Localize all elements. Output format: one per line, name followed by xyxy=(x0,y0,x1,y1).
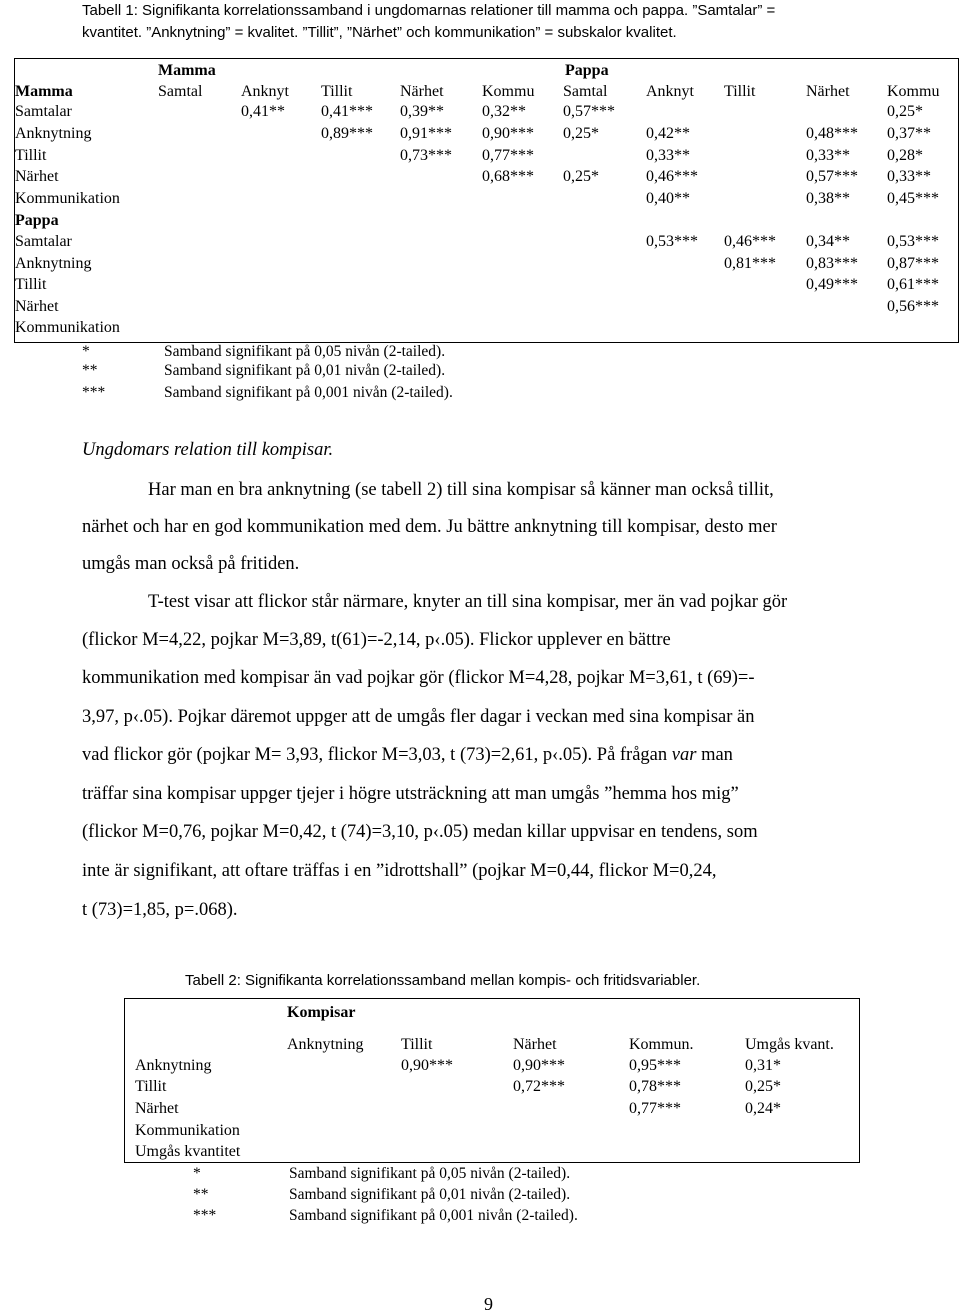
table1-caption-line2: kvantitet. ”Anknytning” = kvalitet. ”Tillit”, ”Närhet” och kommunikation” = subskalor kvalitet. xyxy=(82,24,677,41)
table1-cell: 0,45*** xyxy=(887,190,939,207)
paragraph-text: (flickor M=0,76, pojkar M=0,42, t (74)=3,10, p‹.05) medan killar uppvisar en tendens, som xyxy=(82,822,758,842)
table2-note-text: Samband signifikant på 0,001 nivån (2-tailed). xyxy=(289,1207,578,1224)
table1-row-label: Samtalar xyxy=(15,103,72,120)
table2-row-label: Kommunikation xyxy=(135,1122,240,1139)
table1-row-label: Anknytning xyxy=(15,255,92,272)
table1-cell: 0,33** xyxy=(646,147,690,164)
table1-cell: 0,38** xyxy=(806,190,850,207)
table1-note-symbol: *** xyxy=(82,384,106,401)
table1-cell: 0,53*** xyxy=(887,233,939,250)
paragraph-line: umgås man också på fritiden. xyxy=(82,554,300,574)
table1-row-label: Tillit xyxy=(15,147,47,164)
table2-bottom-border xyxy=(124,1162,860,1163)
table1-section-pappa: Pappa xyxy=(15,212,59,229)
table1-cell: 0,33** xyxy=(806,147,850,164)
table1-cell: 0,28* xyxy=(887,147,923,164)
table2-cell: 0,72*** xyxy=(513,1078,565,1095)
table1-cell: 0,89*** xyxy=(321,125,373,142)
table1-cell: 0,77*** xyxy=(482,147,534,164)
table1-row-label: Tillit xyxy=(15,276,47,293)
table1-row-label: Samtalar xyxy=(15,233,72,250)
table2-cell: 0,31* xyxy=(745,1057,781,1074)
table2-note-symbol: * xyxy=(193,1165,201,1182)
table2-note-symbol: *** xyxy=(193,1207,217,1224)
paragraph-line xyxy=(148,591,787,613)
table1-cell: 0,53*** xyxy=(646,233,698,250)
table2-cell: 0,95*** xyxy=(629,1057,681,1074)
table1-group-mamma: Mamma xyxy=(158,62,216,79)
table1-bottom-border xyxy=(14,342,959,343)
paragraph-line: närhet och har en god kommunikation med dem. Ju bättre anknytning till kompisar, desto mer xyxy=(82,517,777,537)
paragraph-line xyxy=(82,899,238,921)
paragraph-text: t (73)=1,85, p=.068). xyxy=(82,900,238,920)
paragraph-line xyxy=(82,821,758,843)
paragraph-line xyxy=(82,860,716,882)
table2-caption: Tabell 2: Signifikanta korrelationssamband mellan kompis- och fritidsvariabler. xyxy=(185,972,701,989)
paragraph-line: Har man en bra anknytning (se tabell 2) till sina kompisar så känner man också tillit, xyxy=(148,480,774,500)
table2-note-text: Samband signifikant på 0,01 nivån (2-tailed). xyxy=(289,1186,571,1203)
table1-column-header: Tillit xyxy=(321,83,353,100)
table1-right-border xyxy=(958,58,959,343)
table1-note-text: Samband signifikant på 0,01 nivån (2-tailed). xyxy=(164,362,446,379)
table1-note-symbol: * xyxy=(82,343,90,360)
table1-cell: 0,68*** xyxy=(482,168,534,185)
table1-cell: 0,56*** xyxy=(887,298,939,315)
section-heading: Ungdomars relation till kompisar. xyxy=(82,440,334,460)
table1-column-header: Kommu xyxy=(482,83,535,100)
table1-cell: 0,57*** xyxy=(806,168,858,185)
table1-cell: 0,83*** xyxy=(806,255,858,272)
table1-column-header: Samtal xyxy=(563,83,608,100)
table1-row-label: Anknytning xyxy=(15,125,92,142)
table2-group-kompisar: Kompisar xyxy=(287,1004,356,1021)
table2-cell: 0,25* xyxy=(745,1078,781,1095)
table1-cell: 0,25* xyxy=(563,125,599,142)
table1-section-mamma: Mamma xyxy=(15,83,73,100)
table2-column-header: Kommun. xyxy=(629,1036,694,1053)
table2-row-label: Närhet xyxy=(135,1100,179,1117)
table1-cell: 0,40** xyxy=(646,190,690,207)
table2-column-header: Anknytning xyxy=(287,1036,364,1053)
table1-cell: 0,41*** xyxy=(321,103,373,120)
table1-cell: 0,87*** xyxy=(887,255,939,272)
paragraph-text: inte är signifikant, att oftare träffas i en ”idrottshall” (pojkar M=0,44, flickor M=0,24, xyxy=(82,861,717,881)
table1-cell: 0,33** xyxy=(887,168,931,185)
table1-row-label: Kommunikation xyxy=(15,319,120,336)
table1-cell: 0,34** xyxy=(806,233,850,250)
paragraph-text: kommunikation med kompisar än vad pojkar gör (flickor M=4,28, pojkar M=3,61, t (69)=- xyxy=(82,668,755,688)
table2-cell: 0,78*** xyxy=(629,1078,681,1095)
table2-cell: 0,77*** xyxy=(629,1100,681,1117)
table1-cell: 0,90*** xyxy=(482,125,534,142)
table1-row-label: Närhet xyxy=(15,168,59,185)
table2-right-border xyxy=(859,998,860,1163)
table1-cell: 0,42** xyxy=(646,125,690,142)
table2-row-label: Tillit xyxy=(135,1078,167,1095)
paragraph-text: träffar sina kompisar uppger tjejer i högre utsträckning att man umgås ”hemma hos mig” xyxy=(82,784,739,804)
table1-column-header: Kommu xyxy=(887,83,940,100)
table1-cell: 0,73*** xyxy=(400,147,452,164)
table1-caption xyxy=(82,0,942,44)
table1-column-header: Anknyt xyxy=(646,83,694,100)
table1-column-header: Närhet xyxy=(400,83,444,100)
table1-cell: 0,57*** xyxy=(563,103,615,120)
paragraph-text: T-test visar att flickor står närmare, knyter an till sina kompisar, mer än vad pojkar gör xyxy=(148,592,788,612)
table1-row-label: Kommunikation xyxy=(15,190,120,207)
table1-column-header: Närhet xyxy=(806,83,850,100)
table1-cell: 0,41** xyxy=(241,103,285,120)
table1-cell: 0,32** xyxy=(482,103,526,120)
paragraph-line xyxy=(82,783,739,805)
table2-top-border xyxy=(124,998,860,999)
paragraph-line xyxy=(82,629,671,651)
paragraph-line xyxy=(82,667,755,689)
table2-column-header: Närhet xyxy=(513,1036,557,1053)
table2-cell: 0,90*** xyxy=(401,1057,453,1074)
table1-top-border xyxy=(14,58,959,59)
table1-group-pappa: Pappa xyxy=(565,62,609,79)
table1-cell: 0,37** xyxy=(887,125,931,142)
table2-row-label: Umgås kvantitet xyxy=(135,1143,241,1160)
table1-caption-line1: Tabell 1: Signifikanta korrelationssamband i ungdomarnas relationer till mamma och pappa. ”Samtalar” = xyxy=(82,2,776,19)
table1-note-text: Samband signifikant på 0,05 nivån (2-tailed). xyxy=(164,343,446,360)
table1-cell: 0,46*** xyxy=(724,233,776,250)
paragraph-line xyxy=(82,744,733,766)
table1-cell: 0,25* xyxy=(563,168,599,185)
paragraph-text: man xyxy=(696,745,733,765)
table1-cell: 0,39** xyxy=(400,103,444,120)
table1-cell: 0,49*** xyxy=(806,276,858,293)
paragraph-line xyxy=(82,706,754,728)
table2-note-text: Samband signifikant på 0,05 nivån (2-tailed). xyxy=(289,1165,571,1182)
table1-column-header: Samtal xyxy=(158,83,203,100)
table1-cell: 0,61*** xyxy=(887,276,939,293)
paragraph-text: (flickor M=4,22, pojkar M=3,89, t(61)=-2,14, p‹.05). Flickor upplever en bättre xyxy=(82,630,671,650)
table1-cell: 0,48*** xyxy=(806,125,858,142)
table1-cell: 0,25* xyxy=(887,103,923,120)
table1-cell: 0,46*** xyxy=(646,168,698,185)
paragraph-text: 3,97, p‹.05). Pojkar däremot uppger att de umgås fler dagar i veckan med sina kompisar än xyxy=(82,707,755,727)
table2-note-symbol: ** xyxy=(193,1186,209,1203)
table1-note-symbol: ** xyxy=(82,362,98,379)
table2-cell: 0,24* xyxy=(745,1100,781,1117)
table2-row-label: Anknytning xyxy=(135,1057,212,1074)
table1-column-header: Anknyt xyxy=(241,83,289,100)
paragraph-italic-word: var xyxy=(671,745,697,765)
table1-row-label: Närhet xyxy=(15,298,59,315)
table2-left-border xyxy=(124,998,125,1163)
page-number: 9 xyxy=(484,1294,493,1314)
table1-note-text: Samband signifikant på 0,001 nivån (2-tailed). xyxy=(164,384,453,401)
table1-column-header: Tillit xyxy=(724,83,756,100)
table1-cell: 0,91*** xyxy=(400,125,452,142)
table1-cell: 0,81*** xyxy=(724,255,776,272)
table2-column-header: Tillit xyxy=(401,1036,433,1053)
table2-column-header: Umgås kvant. xyxy=(745,1036,834,1053)
paragraph-text: vad flickor gör (pojkar M= 3,93, flickor M=3,03, t (73)=2,61, p‹.05). På frågan xyxy=(82,745,672,765)
table2-cell: 0,90*** xyxy=(513,1057,565,1074)
